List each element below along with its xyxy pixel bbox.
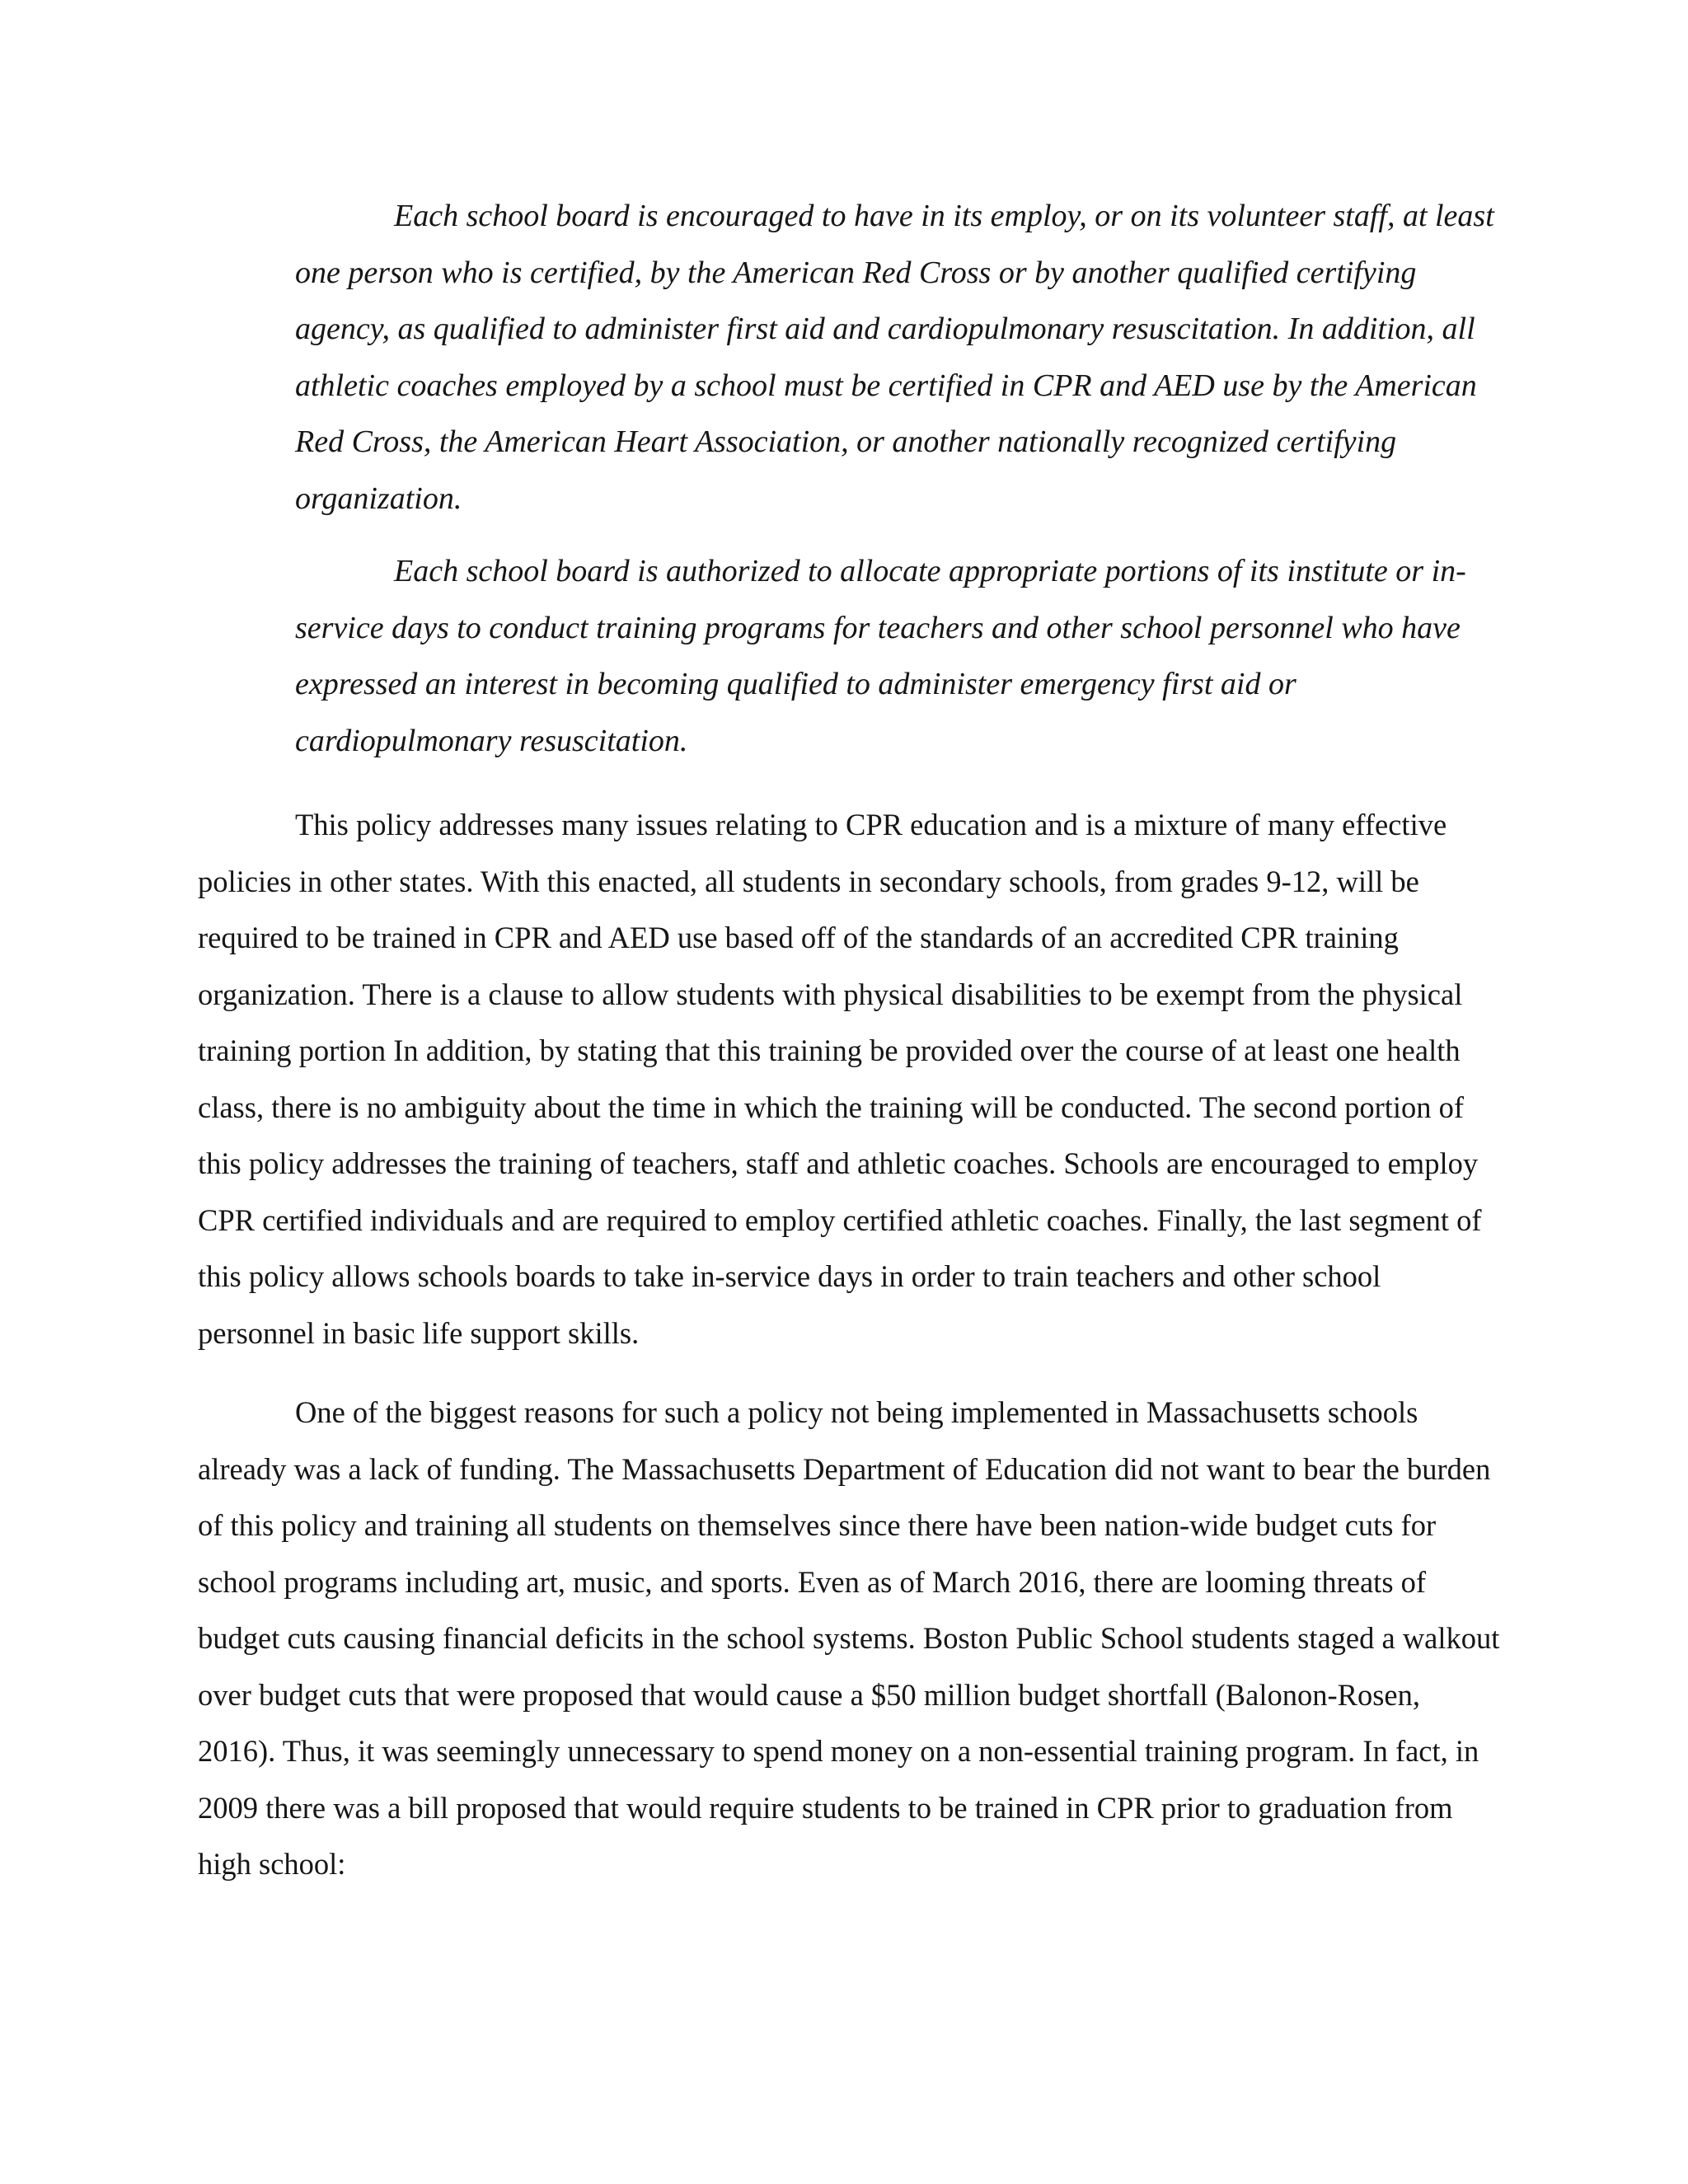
body-paragraph-2: One of the biggest reasons for such a policy not being implemented in Massachusetts schools already was a lack of funding. The Massachusetts Department of Education did not want to bear the burden of this policy and training all students on themselves since there have been nation-wide budget cuts for school programs including art, music, and sports. Even as of March 2016, there are looming threats of budget cuts causing financial deficits in the school systems. Boston Public School students staged a walkout over budget cuts that were proposed that would cause a $50 million budget shortfall (Balonon-Rosen, 2016). Thus, it was seemingly unnecessary to spend money on a non-essential training program. In fact, in 2009 there was a bill proposed that would require students to be trained in CPR prior to graduation from high school:	[198, 1395, 1500, 1881]
body-paragraph-1: This policy addresses many issues relating to CPR education and is a mixture of many effective policies in other states. With this enacted, all students in secondary schools, from grades 9-12, will be required to be trained in CPR and AED use based off of the standards of an accredited CPR training organization. There is a clause to allow students with physical disabilities to be exempt from the physical training portion In addition, by stating that this training be provided over the course of at least one health class, there is no ambiguity about the time in which the training will be conducted. The second portion of this policy addresses the training of teachers, staff and athletic coaches. Schools are encouraged to employ CPR certified individuals and are required to employ certified athletic coaches. Finally, the last segment of this policy allows schools boards to take in-service days in order to train teachers and other school personnel in basic life support skills.	[198, 808, 1482, 1350]
quote-paragraph-1: Each school board is encouraged to have in its employ, or on its volunteer staff, at least one person who is certified, by the American Red Cross or by another qualified certifying agency, as qualified to administer first aid and cardiopulmonary resuscitation. In addition, all athletic coaches employed by a school must be certified in CPR and AED use by the American Red Cross, the American Heart Association, or another nationally recognized certifying organization.	[295, 199, 1494, 516]
quote-paragraph-2: Each school board is authorized to allocate appropriate portions of its institute or in-service days to conduct training programs for teachers and other school personnel who have expressed an interest in becoming qualified to administer emergency first aid or cardiopulmonary resuscitation.	[295, 554, 1466, 758]
block-quote	[295, 188, 1498, 785]
body-text	[198, 797, 1500, 1916]
